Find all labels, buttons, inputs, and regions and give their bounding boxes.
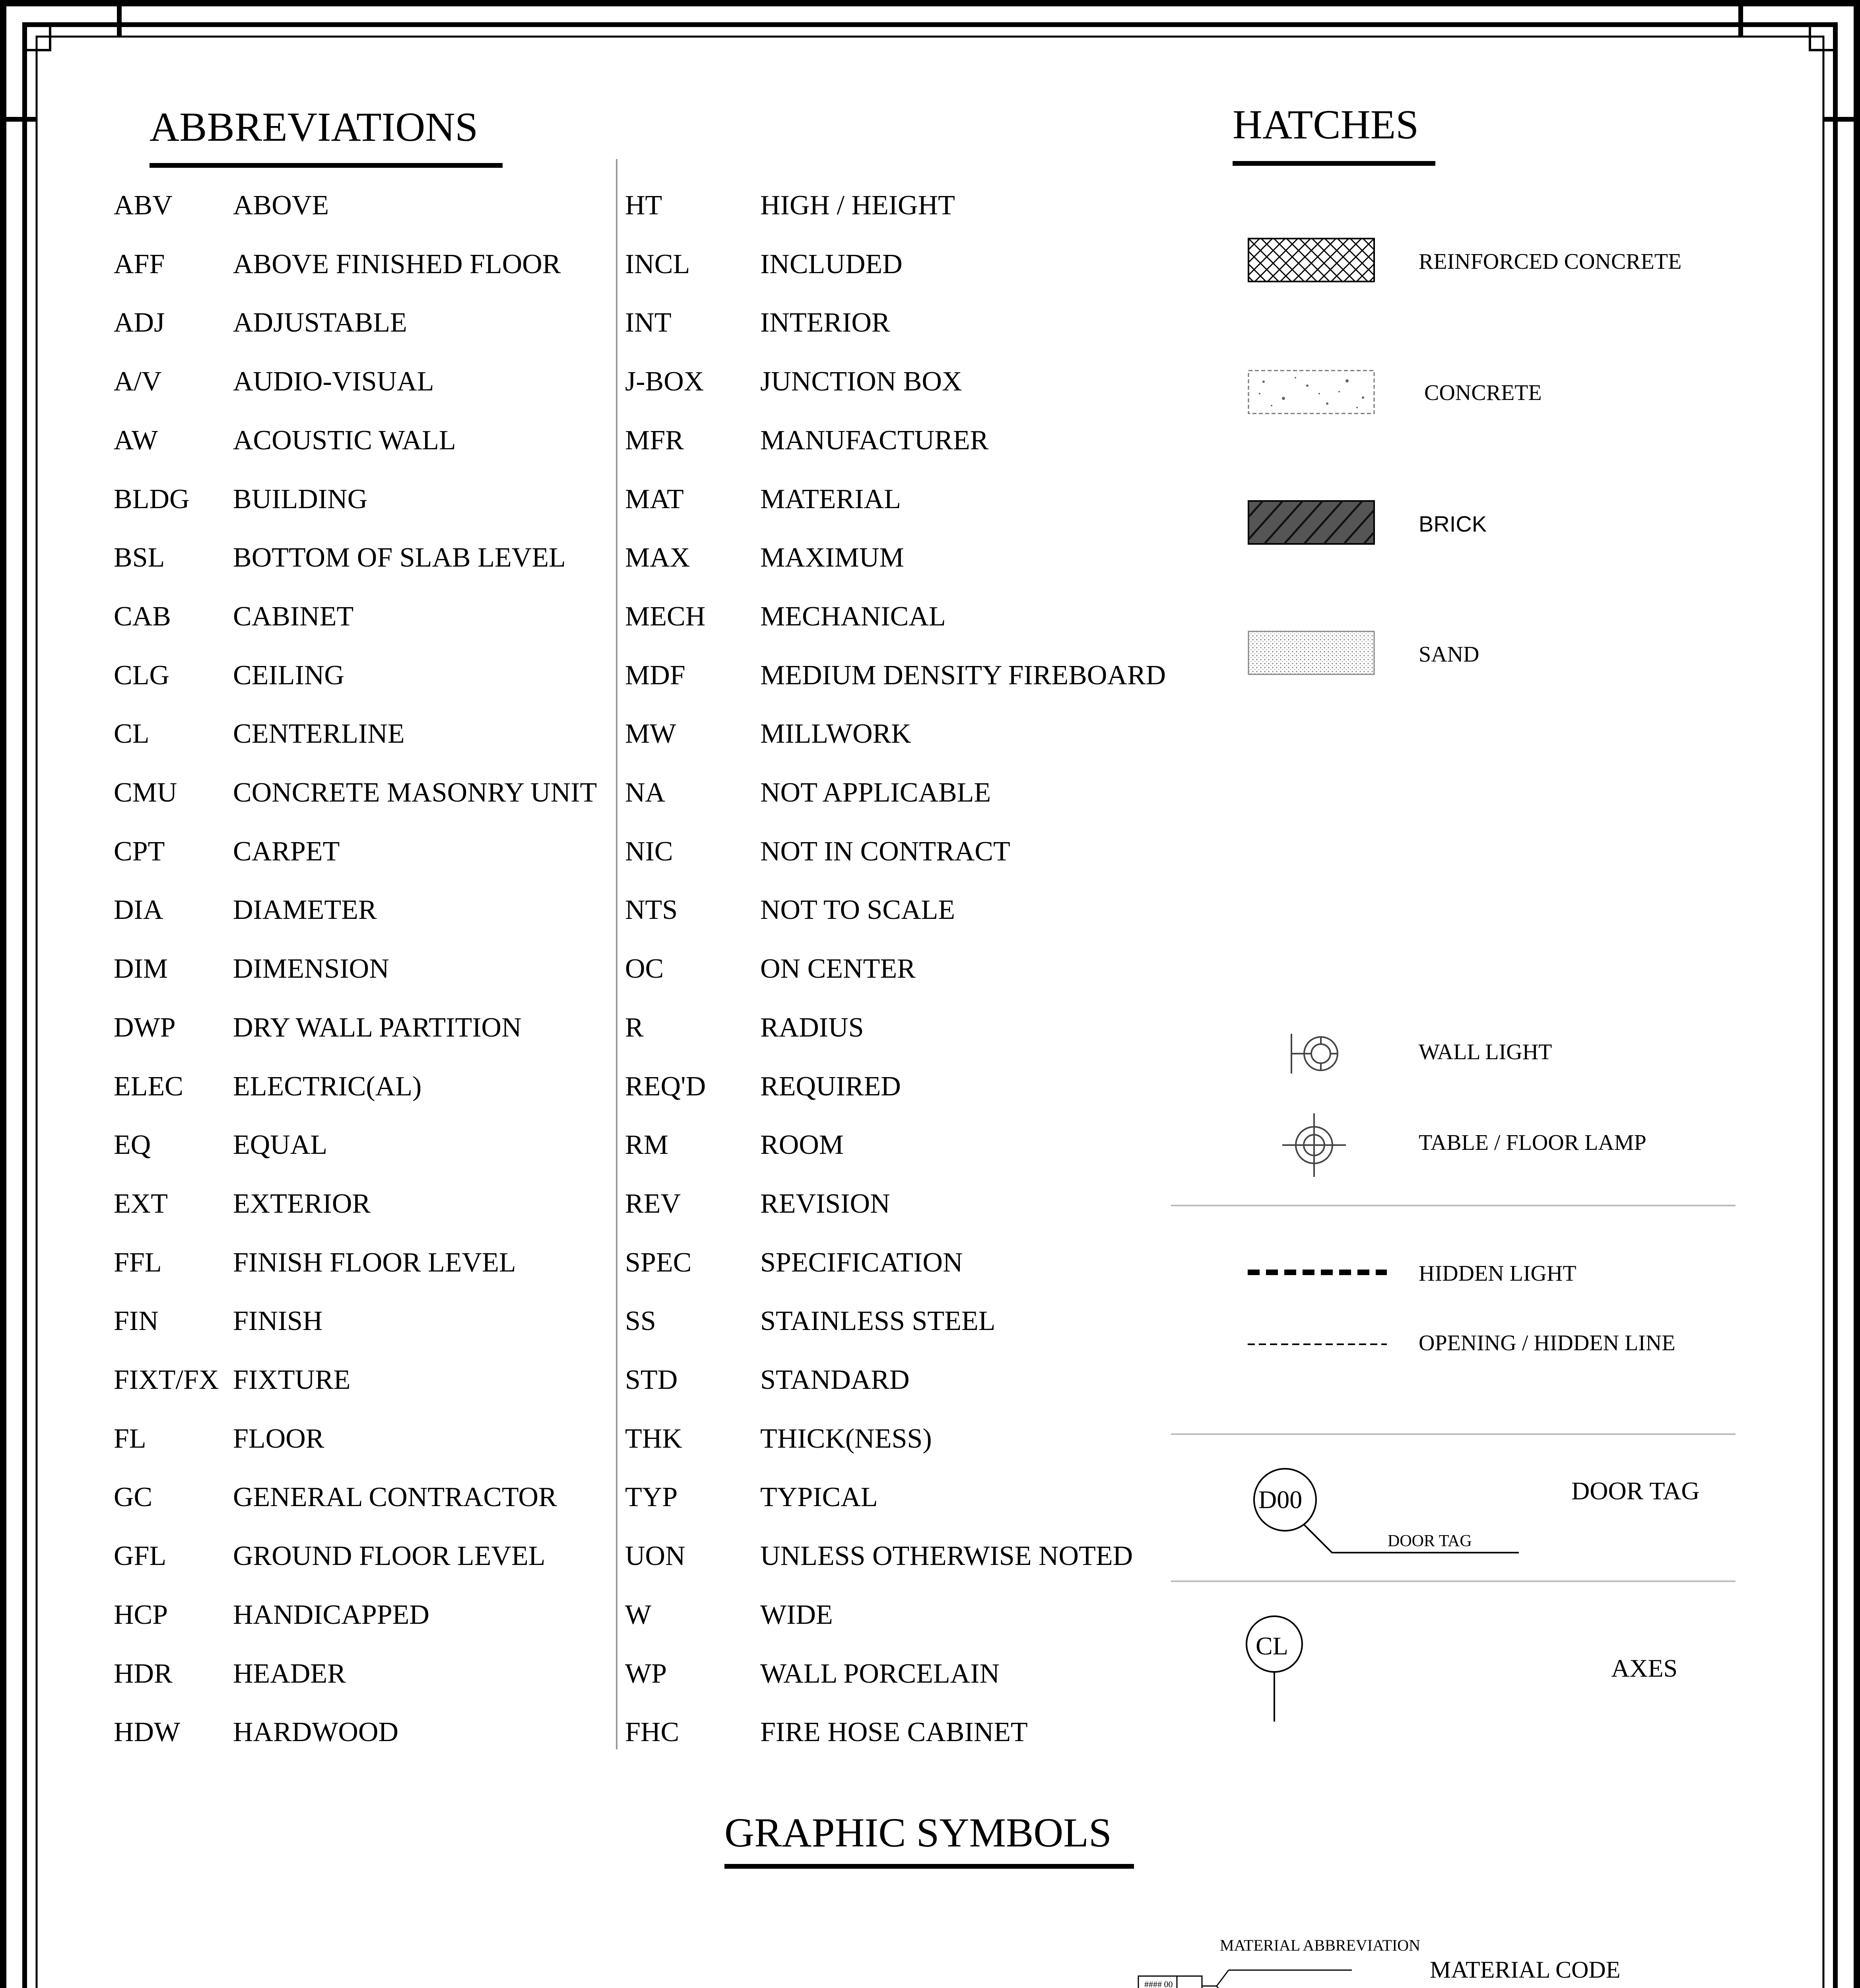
abbreviations-title-underline bbox=[149, 163, 503, 168]
abbreviation-abbr: FHC bbox=[625, 1717, 680, 1747]
wall-light-icon bbox=[1288, 1030, 1348, 1077]
graphic-symbols-title: GRAPHIC SYMBOLS bbox=[724, 1810, 1112, 1856]
abbreviation-abbr: HDR bbox=[114, 1658, 173, 1689]
abbreviation-abbr: CMU bbox=[114, 777, 177, 808]
abbreviation-meaning: INCLUDED bbox=[760, 249, 903, 280]
abbreviation-abbr: HCP bbox=[114, 1600, 168, 1630]
abbreviation-abbr: TYP bbox=[625, 1482, 678, 1512]
abbreviation-meaning: MATERIAL bbox=[760, 484, 901, 514]
abbreviation-meaning: FINISH FLOOR LEVEL bbox=[233, 1247, 516, 1278]
abbreviation-meaning: ELECTRIC(AL) bbox=[233, 1071, 422, 1102]
abbreviation-meaning: FIXTURE bbox=[233, 1365, 351, 1395]
abbreviation-meaning: NOT TO SCALE bbox=[760, 895, 955, 925]
abbreviation-meaning: HIGH / HEIGHT bbox=[760, 190, 955, 221]
separator-door-tag bbox=[1171, 1580, 1736, 1582]
abbreviation-meaning: ABOVE FINISHED FLOOR bbox=[233, 249, 561, 280]
abbreviation-meaning: FINISH bbox=[233, 1306, 323, 1336]
abbreviation-abbr: MDF bbox=[625, 660, 685, 691]
abbreviation-abbr: HT bbox=[625, 190, 662, 221]
abbreviation-meaning: MEDIUM DENSITY FIREBOARD bbox=[760, 660, 1166, 691]
abbreviation-abbr: NTS bbox=[625, 895, 678, 925]
abbreviation-meaning: NOT APPLICABLE bbox=[760, 777, 991, 808]
abbreviation-meaning: ACOUSTIC WALL bbox=[233, 425, 456, 456]
hatch-label-sand: SAND bbox=[1419, 642, 1479, 667]
abbreviation-meaning: INTERIOR bbox=[760, 307, 890, 338]
abbreviation-abbr: BSL bbox=[114, 542, 165, 573]
abbreviation-abbr: UON bbox=[625, 1541, 685, 1571]
abbreviation-meaning: DIAMETER bbox=[233, 895, 377, 925]
abbreviation-meaning: RADIUS bbox=[760, 1012, 864, 1043]
abbreviation-abbr: REV bbox=[625, 1188, 681, 1219]
abbreviation-meaning: JUNCTION BOX bbox=[760, 366, 962, 397]
abbreviation-abbr: A/V bbox=[114, 366, 162, 397]
abbreviation-meaning: FLOOR bbox=[233, 1423, 324, 1454]
opening-hidden-line-label: OPENING / HIDDEN LINE bbox=[1419, 1331, 1676, 1355]
abbreviation-abbr: W bbox=[625, 1600, 652, 1630]
abbreviation-meaning: EXTERIOR bbox=[233, 1188, 371, 1219]
abbreviation-meaning: SPECIFICATION bbox=[760, 1247, 963, 1278]
abbreviation-meaning: HANDICAPPED bbox=[233, 1600, 429, 1630]
abbreviation-abbr: SPEC bbox=[625, 1247, 692, 1278]
axes-symbol-text: CL bbox=[1256, 1632, 1288, 1660]
hatches-title: HATCHES bbox=[1233, 102, 1419, 148]
abbreviation-abbr: INCL bbox=[625, 249, 690, 280]
abbreviation-meaning: HEADER bbox=[233, 1658, 346, 1689]
abbreviation-meaning: CENTERLINE bbox=[233, 718, 405, 749]
abbreviation-abbr: WP bbox=[625, 1658, 667, 1689]
abbreviation-abbr: ABV bbox=[114, 190, 173, 221]
axes-title: AXES bbox=[1611, 1654, 1678, 1682]
abbreviation-meaning: MAXIMUM bbox=[760, 542, 904, 573]
door-tag-title: DOOR TAG bbox=[1571, 1477, 1700, 1505]
abbreviation-meaning: MECHANICAL bbox=[760, 601, 946, 632]
hidden-light-label: HIDDEN LIGHT bbox=[1419, 1261, 1577, 1286]
abbreviation-abbr: ELEC bbox=[114, 1071, 183, 1102]
abbreviation-meaning: EQUAL bbox=[233, 1130, 328, 1160]
separator-lighting bbox=[1171, 1205, 1736, 1206]
abbreviation-abbr: ADJ bbox=[114, 307, 165, 338]
abbreviation-abbr: MFR bbox=[625, 425, 684, 456]
brick-hatch bbox=[1248, 500, 1375, 545]
abbreviation-abbr: MECH bbox=[625, 601, 706, 632]
abbreviation-meaning: AUDIO-VISUAL bbox=[233, 366, 434, 397]
material-abbreviation-label: MATERIAL ABBREVIATION bbox=[1220, 1936, 1421, 1954]
abbreviation-abbr: AW bbox=[114, 425, 158, 456]
abbreviation-meaning: CARPET bbox=[233, 836, 340, 867]
abbreviation-abbr: OC bbox=[625, 953, 664, 984]
separator-hidden bbox=[1171, 1433, 1736, 1435]
abbreviation-abbr: NA bbox=[625, 777, 666, 808]
abbreviation-abbr: REQ'D bbox=[625, 1071, 706, 1102]
abbreviation-abbr: AFF bbox=[114, 249, 165, 280]
table-floor-lamp-label: TABLE / FLOOR LAMP bbox=[1419, 1130, 1646, 1155]
abbreviation-meaning: STAINLESS STEEL bbox=[760, 1306, 996, 1336]
abbreviation-abbr: MAX bbox=[625, 542, 690, 573]
abbreviation-abbr: GC bbox=[114, 1482, 153, 1512]
abbreviation-meaning: DIMENSION bbox=[233, 953, 389, 984]
abbreviation-abbr: DIA bbox=[114, 895, 163, 925]
abbreviation-meaning: ADJUSTABLE bbox=[233, 307, 407, 338]
abbreviation-abbr: CL bbox=[114, 718, 149, 749]
abbreviations-column-divider bbox=[616, 159, 617, 1749]
axes-symbol bbox=[1245, 1614, 1308, 1722]
abbreviation-abbr: EXT bbox=[114, 1188, 168, 1219]
abbreviation-meaning: BOTTOM OF SLAB LEVEL bbox=[233, 542, 566, 573]
door-tag-symbol-text: D00 bbox=[1258, 1485, 1303, 1514]
material-code-title: MATERIAL CODE bbox=[1430, 1957, 1621, 1983]
abbreviation-meaning: REQUIRED bbox=[760, 1071, 901, 1102]
abbreviation-abbr: FL bbox=[114, 1423, 146, 1454]
abbreviation-meaning: GENERAL CONTRACTOR bbox=[233, 1482, 557, 1512]
abbreviation-meaning: CEILING bbox=[233, 660, 344, 691]
abbreviation-meaning: WALL PORCELAIN bbox=[760, 1658, 1000, 1689]
abbreviation-meaning: WIDE bbox=[760, 1600, 833, 1630]
abbreviation-abbr: FIN bbox=[114, 1306, 159, 1336]
abbreviation-abbr: SS bbox=[625, 1306, 656, 1336]
abbreviation-abbr: THK bbox=[625, 1423, 682, 1454]
abbreviation-meaning: ON CENTER bbox=[760, 953, 916, 984]
abbreviation-abbr: FIXT/FX bbox=[114, 1365, 219, 1395]
abbreviation-abbr: DIM bbox=[114, 953, 168, 984]
sand-hatch bbox=[1248, 631, 1375, 675]
hidden-light-line bbox=[1248, 1268, 1387, 1276]
table-floor-lamp-icon bbox=[1282, 1113, 1346, 1177]
abbreviation-abbr: HDW bbox=[114, 1717, 181, 1747]
abbreviation-abbr: GFL bbox=[114, 1541, 167, 1571]
abbreviation-meaning: CONCRETE MASONRY UNIT bbox=[233, 777, 597, 808]
abbreviation-meaning: STANDARD bbox=[760, 1365, 910, 1395]
hatch-label-reinforced-concrete: REINFORCED CONCRETE bbox=[1419, 249, 1682, 274]
reinforced-concrete-hatch bbox=[1248, 238, 1375, 282]
abbreviation-meaning: ABOVE bbox=[233, 190, 329, 221]
abbreviation-abbr: MAT bbox=[625, 484, 684, 514]
abbreviation-meaning: ROOM bbox=[760, 1130, 844, 1160]
abbreviation-meaning: FIRE HOSE CABINET bbox=[760, 1717, 1028, 1747]
abbreviation-abbr: BLDG bbox=[114, 484, 190, 514]
abbreviation-meaning: GROUND FLOOR LEVEL bbox=[233, 1541, 546, 1571]
abbreviation-abbr: RM bbox=[625, 1130, 668, 1160]
abbreviation-abbr: CAB bbox=[114, 601, 171, 632]
abbreviation-abbr: INT bbox=[625, 307, 672, 338]
abbreviation-abbr: CPT bbox=[114, 836, 165, 867]
abbreviation-meaning: MANUFACTURER bbox=[760, 425, 989, 456]
door-tag-label: DOOR TAG bbox=[1388, 1532, 1472, 1550]
hatch-label-brick: BRICK bbox=[1419, 511, 1487, 536]
abbreviation-abbr: CLG bbox=[114, 660, 169, 691]
abbreviation-meaning: CABINET bbox=[233, 601, 354, 632]
hatches-title-underline bbox=[1233, 161, 1435, 166]
abbreviation-abbr: EQ bbox=[114, 1130, 151, 1160]
wall-light-label: WALL LIGHT bbox=[1419, 1040, 1552, 1064]
abbreviation-abbr: R bbox=[625, 1012, 644, 1043]
abbreviation-abbr: STD bbox=[625, 1365, 678, 1395]
abbreviation-meaning: HARDWOOD bbox=[233, 1717, 399, 1747]
concrete-hatch bbox=[1248, 370, 1375, 414]
hatch-label-concrete: CONCRETE bbox=[1424, 381, 1542, 405]
abbreviation-meaning: UNLESS OTHERWISE NOTED bbox=[760, 1541, 1133, 1571]
abbreviation-meaning: BUILDING bbox=[233, 484, 368, 514]
abbreviation-meaning: REVISION bbox=[760, 1188, 890, 1219]
abbreviation-meaning: NOT IN CONTRACT bbox=[760, 836, 1010, 867]
abbreviation-meaning: MILLWORK bbox=[760, 718, 911, 749]
material-code-value: #### 00 bbox=[1144, 1979, 1173, 1988]
graphic-symbols-title-underline bbox=[724, 1864, 1134, 1869]
opening-hidden-line bbox=[1248, 1342, 1387, 1346]
abbreviation-meaning: DRY WALL PARTITION bbox=[233, 1012, 522, 1043]
abbreviation-abbr: FFL bbox=[114, 1247, 162, 1278]
abbreviation-meaning: THICK(NESS) bbox=[760, 1423, 932, 1454]
abbreviation-abbr: NIC bbox=[625, 836, 673, 867]
abbreviation-meaning: TYPICAL bbox=[760, 1482, 878, 1512]
abbreviation-abbr: DWP bbox=[114, 1012, 176, 1043]
abbreviation-abbr: MW bbox=[625, 718, 676, 749]
abbreviation-abbr: J-BOX bbox=[625, 366, 704, 397]
abbreviations-title: ABBREVIATIONS bbox=[149, 104, 478, 150]
